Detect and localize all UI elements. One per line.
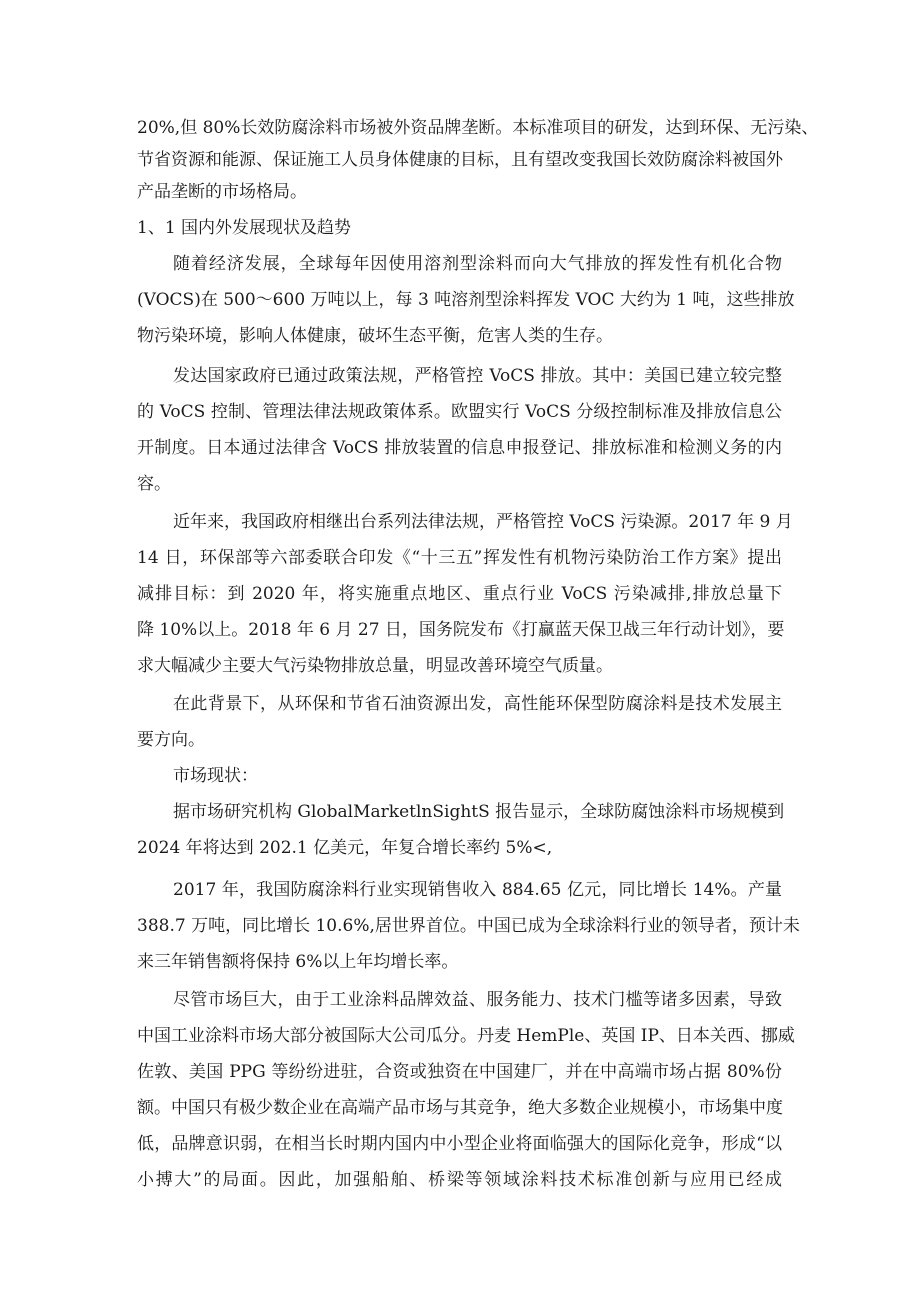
- paragraph-competition: [137, 982, 795, 1198]
- text-line: 开制度。日本通过法律含 VoCS 排放装置的信息申报登记、排放标准和检测义务的内: [137, 438, 782, 458]
- paragraph-developed-countries: [137, 358, 782, 502]
- paragraph-china-regulation: [137, 504, 793, 684]
- text-line: 的 VoCS 控制、管理法律法规政策体系。欧盟实行 VoCS 分级控制标准及排放信息公: [137, 402, 782, 422]
- paragraph-china-market: [137, 872, 800, 980]
- text-line: 14 日，环保部等六部委联合印发《“十三五”挥发性有机物污染防治工作方案》提出: [137, 548, 782, 568]
- text-line: 2017 年，我国防腐涂料行业实现销售收入 884.65 亿元，同比增长 14%。产量: [173, 880, 782, 900]
- paragraph-global-market: [137, 794, 785, 866]
- text-line: 2024 年将达到 202.1 亿美元，年复合增长率约 5%<,: [137, 838, 553, 858]
- text-line: 来三年销售额将保持 6%以上年均增长率。: [137, 952, 459, 972]
- text-line: (VOCS)在 500～600 万吨以上，每 3 吨溶剂型涂料挥发 VOC 大约为 1 吨，这些排放: [137, 290, 795, 310]
- text-line: 降 10%以上。2018 年 6 月 27 日，国务院发布《打赢蓝天保卫战三年行动计划》，要: [137, 620, 785, 640]
- text-line: 要方向。: [137, 730, 205, 750]
- paragraph-voc-emissions: [137, 246, 795, 354]
- section-heading: [137, 210, 782, 246]
- text-line: 物污染环境，影响人体健康，破坏生态平衡，危害人类的生存。: [137, 326, 613, 346]
- text-line: 随着经济发展，全球每年因使用溶剂型涂料而向大气排放的挥发性有机化合物: [173, 254, 782, 274]
- text-line: 额。中国只有极少数企业在高端产品市场与其竞争，绝大多数企业规模小，市场集中度: [137, 1098, 783, 1118]
- text-line: 在此背景下，从环保和节省石油资源出发，高性能环保型防腐涂料是技术发展主: [173, 694, 782, 714]
- text-line: 发达国家政府已通过政策法规，严格管控 VoCS 排放。其中：美国已建立较完整: [173, 366, 782, 386]
- text-line: 20%,但 80%长效防腐涂料市场被外资品牌垄断。本标准项目的研发，达到环保、无污染、: [137, 118, 819, 138]
- text-line: 减排目标：到 2020 年，将实施重点地区、重点行业 VoCS 污染减排,排放总量下: [137, 584, 782, 604]
- text-line: 尽管市场巨大，由于工业涂料品牌效益、服务能力、技术门槛等诸多因素，导致: [173, 990, 782, 1010]
- text-line: 中国工业涂料市场大部分被国际大公司瓜分。丹麦 HemPle、英国 IP、日本关西、挪威: [137, 1026, 795, 1046]
- heading-text: 1、1 国内外发展现状及趋势: [137, 218, 352, 238]
- text-line: 388.7 万吨，同比增长 10.6%,居世界首位。中国已成为全球涂料行业的领导者，预计未: [137, 916, 800, 936]
- text-line: 据市场研究机构 GlobalMarketlnSightS 报告显示，全球防腐蚀涂料市场规模到: [173, 802, 785, 822]
- subheading-text: 市场现状：: [173, 766, 258, 786]
- text-line: 产品垄断的市场格局。: [137, 182, 307, 202]
- text-line: 小搏大”的局面。因此，加强船舶、桥梁等领域涂料技术标准创新与应用已经成: [137, 1170, 782, 1190]
- paragraph-background: [137, 686, 782, 758]
- text-line: 容。: [137, 474, 171, 494]
- text-line: 低，品牌意识弱，在相当长时期内国内中小型企业将面临强大的国际化竞争，形成“以: [137, 1134, 782, 1154]
- paragraph-intro-continuation: [137, 112, 819, 208]
- subheading-market-status: [137, 758, 782, 794]
- text-line: 求大幅减少主要大气污染物排放总量，明显改善环境空气质量。: [137, 656, 613, 676]
- text-line: 佐敦、美国 PPG 等纷纷进驻，合资或独资在中国建厂，并在中高端市场占据 80%份: [137, 1062, 782, 1082]
- text-line: 近年来，我国政府相继出台系列法律法规，严格管控 VoCS 污染源。2017 年 9 月: [173, 512, 793, 532]
- text-line: 节省资源和能源、保证施工人员身体健康的目标，且有望改变我国长效防腐涂料被国外: [137, 150, 783, 170]
